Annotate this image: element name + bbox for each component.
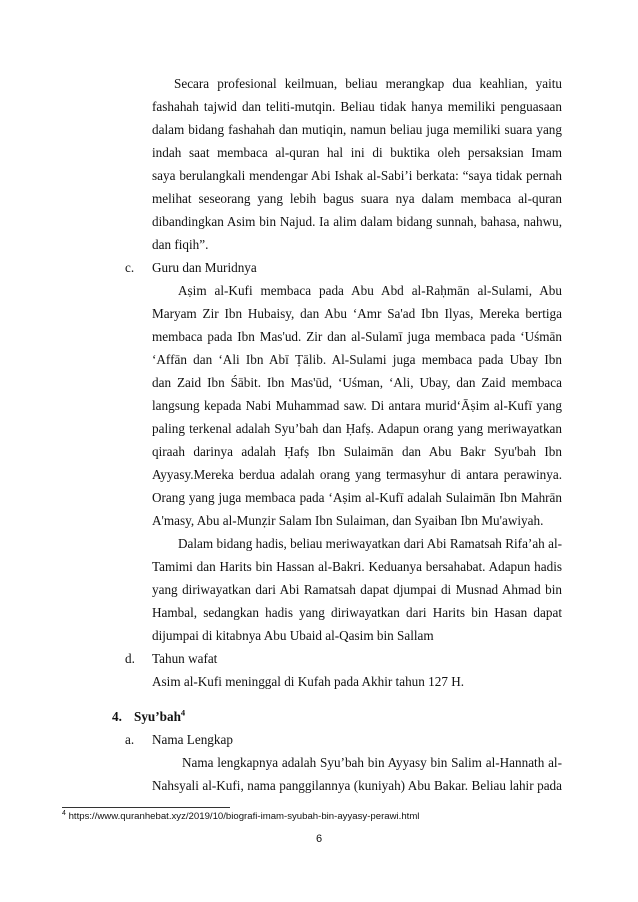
text-line: yang diriwayatkan dari Abi Ramatsah dapat djumpai di Musnad Ahmad bin <box>152 582 562 597</box>
text-line: qiraah darinya adalah Ḥafṣ Ibn Sulaimān dan Abu Bakr Syu'bah Ibn <box>152 444 562 459</box>
text-line: saya berulangkali mendengar Abi Ishak al-Sabi’i berkata: “saya tidak pernah <box>152 168 562 183</box>
footnote <box>62 811 419 822</box>
paragraph-nama-lengkap <box>152 751 562 797</box>
text-line: Aṣim al-Kufi membaca pada Abu Abd al-Raḥmān al-Sulami, Abu <box>178 283 562 298</box>
text-line: dibandingkan Asim bin Najud. Ia alim dalam bidang sunnah, bahasa, nahwu, <box>152 214 562 229</box>
footnote-number: 4 <box>62 809 66 817</box>
footnote-separator <box>62 807 230 808</box>
text-line: Hambal, sedangkan hadis yang diriwayatkan dari Harits bin Hasan dapat <box>152 605 562 620</box>
text-line: ‘Affān dan ‘Ali Ibn Abī Ṭālib. Al-Sulami juga membaca pada Ubay Ibn <box>152 352 562 367</box>
footnote-ref[interactable]: 4 <box>180 707 186 718</box>
section-title-syubah <box>134 705 185 728</box>
heading-nama-lengkap: Nama Lengkap <box>152 732 233 747</box>
list-marker-d: d. <box>125 651 135 666</box>
text-line: Tamimi dan Harits bin Hassan al-Bakri. Keduanya bersahabat. Adapun hadis <box>152 559 562 574</box>
text-line: Maryam Zir Ibn Hubaisy, dan Abu ‘Amr Sa'ad Ibn Ilyas, Mereka bertiga <box>152 306 562 321</box>
text-line: Nama lengkapnya adalah Syu’bah bin Ayyasy bin Salim al-Hannath al- <box>182 755 562 770</box>
text-line: A'masy, Abu al-Munẓir Salam Ibn Sulaiman, dan Syaiban Ibn Mu'awiyah. <box>152 513 544 528</box>
text-line: dan fiqih”. <box>152 237 209 252</box>
footnote-link[interactable]: https://www.quranhebat.xyz/2019/10/biografi-imam-syubah-bin-ayyasy-perawi.html <box>68 811 420 822</box>
heading-guru-dan-muridnya: Guru dan Muridnya <box>152 260 257 275</box>
list-marker-a: a. <box>125 732 135 747</box>
text-line: langsung kepada Nabi Muhammad saw. Di antara murid‘Āṣim al-Kufī yang <box>152 398 562 413</box>
text-line: melihat seseorang yang lebih bagus suara nya dalam membaca al-quran <box>152 191 562 206</box>
text-line: fashahah tajwid dan teliti-mutqin. Beliau tidak hanya memiliki penguasaan <box>152 99 562 114</box>
text-line: Orang yang juga membaca pada ‘Aṣim al-Kufī adalah Sulaimān Ibn Mahrān <box>152 490 562 505</box>
text-line: paling terkenal adalah Syu’bah dan Ḥafṣ. Adapun orang yang meriwayatkan <box>152 421 562 436</box>
paragraph-profesional <box>152 72 562 256</box>
paragraph-guru <box>152 279 562 532</box>
text-line: Secara profesional keilmuan, beliau merangkap dua keahlian, yaitu <box>174 76 562 91</box>
paragraph-wafat: Asim al-Kufi meninggal di Kufah pada Akhir tahun 127 H. <box>152 674 465 689</box>
section-number: 4. <box>112 709 122 724</box>
section-title-text: Syu’bah <box>134 709 181 724</box>
text-line: dijumpai di kitabnya Abu Ubaid al-Qasim bin Sallam <box>152 628 434 643</box>
text-line: Dalam bidang hadis, beliau meriwayatkan dari Abi Ramatsah Rifa’ah al- <box>178 536 562 551</box>
heading-tahun-wafat: Tahun wafat <box>152 651 218 666</box>
list-marker-c: c. <box>125 260 135 275</box>
text-line: membaca pada Ibn Mas'ud. Zir dan al-Sulamī juga membaca pada ‘Uśmān <box>152 329 562 344</box>
text-line: indah saat membaca al-quran hal ini di buktika oleh persaksian Imam <box>152 145 562 160</box>
text-line: Ayyasy.Mereka berdua adalah orang yang termasyhur di antara perawinya. <box>152 467 562 482</box>
text-line: Nahsyali al-Kufi, nama panggilannya (kuniyah) Abu Bakar. Beliau lahir pada <box>152 778 562 793</box>
text-line: dan Zaid Ibn Śābit. Ibn Mas'ūd, ‘Uśman, ‘Ali, Ubay, dan Zaid membaca <box>152 375 562 390</box>
text-line: dalam bidang fashahah dan mutiqin, namun beliau juga memiliki suara yang <box>152 122 562 137</box>
page-number: 6 <box>315 833 323 845</box>
paragraph-hadis <box>152 532 562 647</box>
